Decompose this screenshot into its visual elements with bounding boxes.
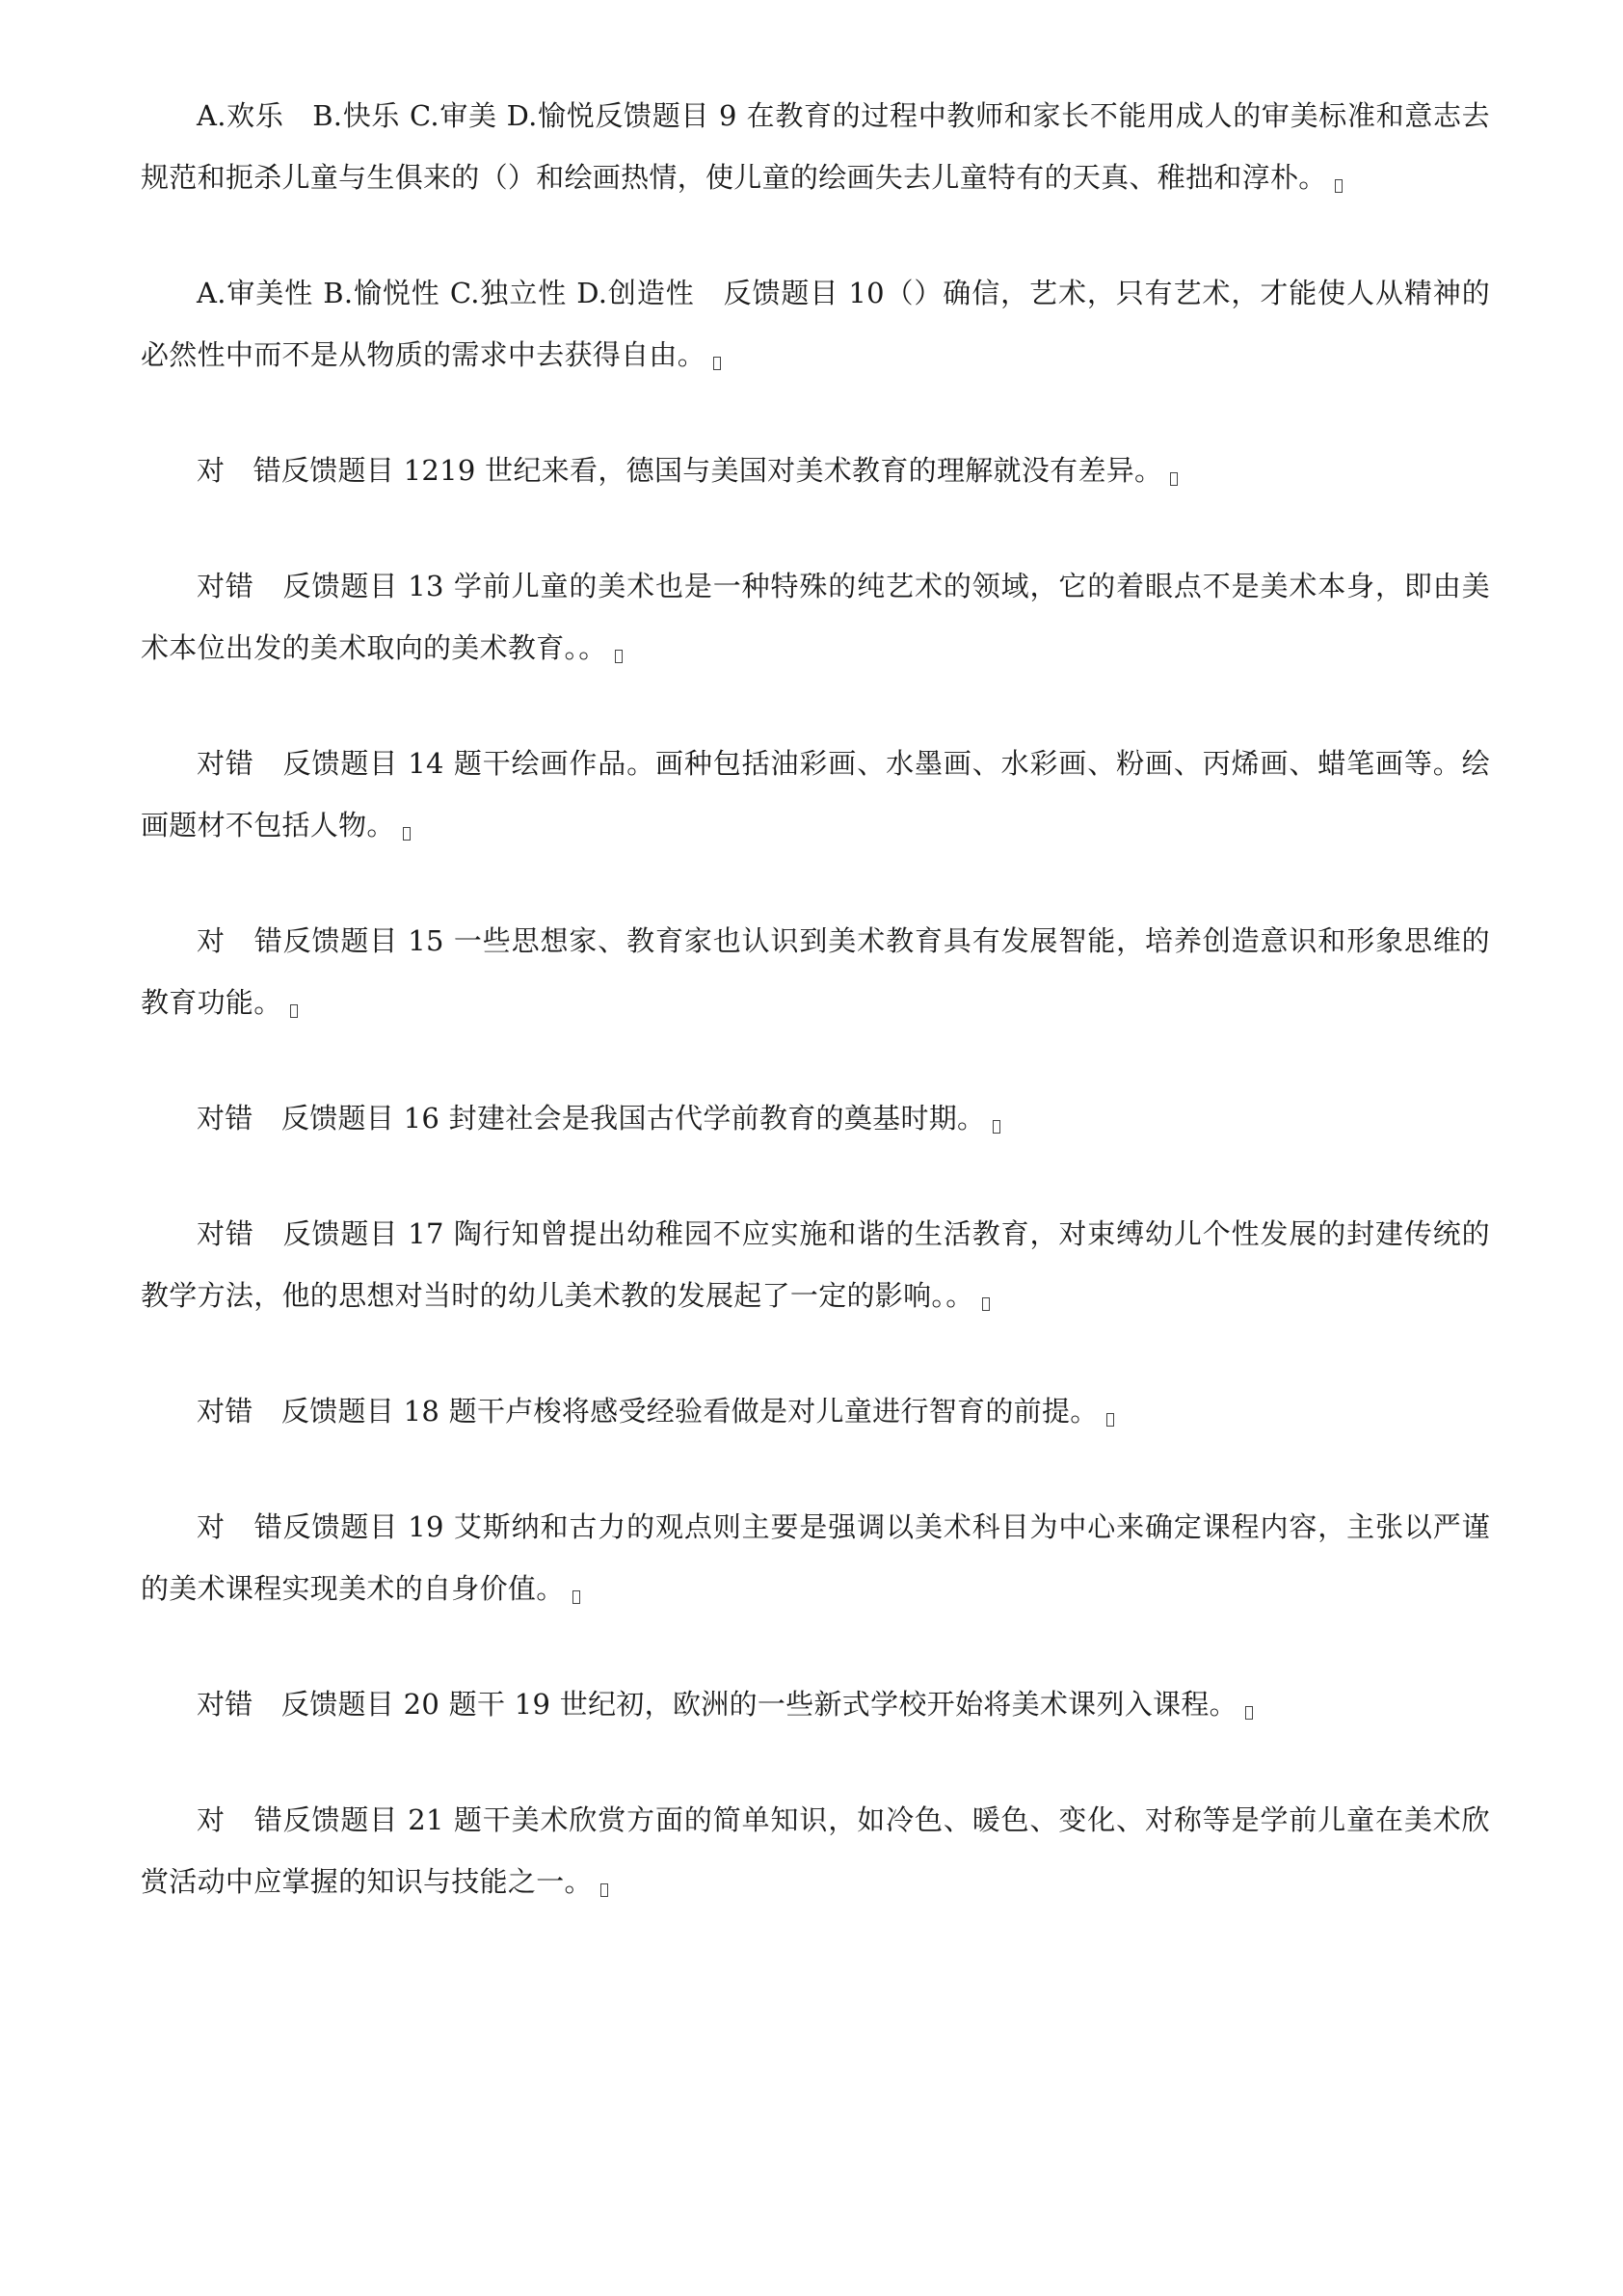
placeholder-glyph-icon: [982, 1297, 990, 1311]
placeholder-glyph-icon: [993, 1120, 1000, 1134]
placeholder-glyph-icon: [713, 357, 721, 370]
paragraph-text: 对 错反馈题目 1219 世纪来看，德国与美国对美术教育的理解就没有差异。: [197, 454, 1163, 487]
paragraph-q20: [141, 1673, 1490, 1735]
paragraph-q19: [141, 1496, 1490, 1619]
paragraph-text: 对错 反馈题目 13 学前儿童的美术也是一种特殊的纯艺术的领域，它的着眼点不是美术本身，即由美术本位出发的美术取向的美术教育。。: [141, 570, 1490, 664]
placeholder-glyph-icon: [1106, 1413, 1114, 1427]
paragraph-text: A.欢乐 B.快乐 C.审美 D.愉悦反馈题目 9 在教育的过程中教师和家长不能用成人的审美标准和意志去规范和扼杀儿童与生俱来的（）和绘画热情，使儿童的绘画失去儿童特有的天真、稚拙和淳朴。: [141, 99, 1490, 194]
paragraph-q18: [141, 1380, 1490, 1442]
placeholder-glyph-icon: [600, 1883, 608, 1897]
paragraph-text: 对 错反馈题目 19 艾斯纳和古力的观点则主要是强调以美术科目为中心来确定课程内容，主张以严谨的美术课程实现美术的自身价值。: [141, 1510, 1490, 1605]
placeholder-glyph-icon: [403, 827, 411, 841]
paragraph-q14: [141, 733, 1490, 856]
paragraph-q17: [141, 1203, 1490, 1326]
placeholder-glyph-icon: [572, 1590, 580, 1604]
paragraph-q16: [141, 1087, 1490, 1149]
placeholder-glyph-icon: [1335, 179, 1343, 193]
paragraph-text: 对错 反馈题目 16 封建社会是我国古代学前教育的奠基时期。: [197, 1102, 986, 1135]
paragraph-text: A.审美性 B.愉悦性 C.独立性 D.创造性 反馈题目 10（）确信，艺术，只有艺术，才能使人从精神的必然性中而不是从物质的需求中去获得自由。: [141, 277, 1490, 371]
paragraph-q15: [141, 910, 1490, 1033]
paragraph-text: 对错 反馈题目 18 题干卢梭将感受经验看做是对儿童进行智育的前提。: [197, 1395, 1099, 1428]
paragraph-q9: [141, 85, 1490, 208]
placeholder-glyph-icon: [1245, 1706, 1253, 1720]
paragraph-q21: [141, 1789, 1490, 1912]
placeholder-glyph-icon: [1170, 472, 1178, 486]
paragraph-text: 对错 反馈题目 20 题干 19 世纪初，欧洲的一些新式学校开始将美术课列入课程。: [197, 1688, 1237, 1721]
placeholder-glyph-icon: [290, 1004, 298, 1018]
paragraph-q12: [141, 440, 1490, 501]
paragraph-q13: [141, 555, 1490, 679]
paragraph-text: 对 错反馈题目 15 一些思想家、教育家也认识到美术教育具有发展智能，培养创造意识和形象思维的教育功能。: [141, 924, 1490, 1019]
placeholder-glyph-icon: [615, 650, 623, 663]
document-body: [141, 85, 1490, 1966]
paragraph-text: 对错 反馈题目 17 陶行知曾提出幼稚园不应实施和谐的生活教育，对束缚幼儿个性发展的封建传统的教学方法，他的思想对当时的幼儿美术教的发展起了一定的影响。。: [141, 1217, 1490, 1312]
paragraph-text: 对 错反馈题目 21 题干美术欣赏方面的简单知识，如冷色、暖色、变化、对称等是学前儿童在美术欣赏活动中应掌握的知识与技能之一。: [141, 1803, 1490, 1898]
paragraph-text: 对错 反馈题目 14 题干绘画作品。画种包括油彩画、水墨画、水彩画、粉画、丙烯画、蜡笔画等。绘画题材不包括人物。: [141, 747, 1490, 841]
paragraph-q10: [141, 262, 1490, 386]
